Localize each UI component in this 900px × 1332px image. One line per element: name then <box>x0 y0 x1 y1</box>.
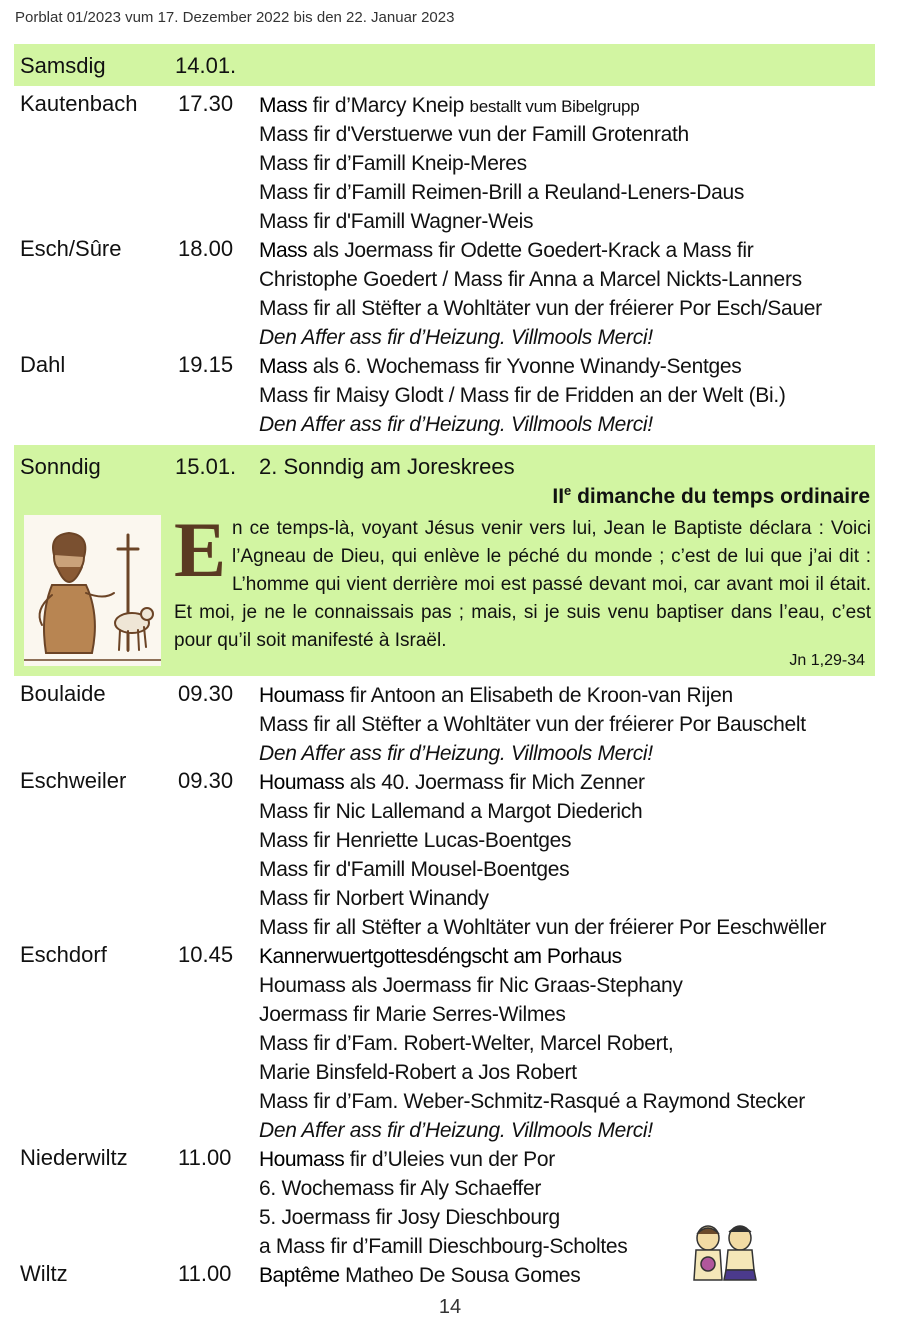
entry-lines <box>259 768 875 942</box>
entry-place: Wiltz <box>20 1261 68 1286</box>
mass-intention: Mass fir d'Famill Mousel-Boentges <box>259 858 570 881</box>
mass-line <box>259 797 875 826</box>
day-name: Sonndig <box>20 454 101 479</box>
mass-intention: fir Antoon an Elisabeth de Kroon-van Rijen <box>344 684 733 707</box>
mass-intention: Mass fir Nic Lallemand a Margot Diederich <box>259 800 643 823</box>
mass-type: Houmass <box>259 1148 345 1171</box>
mass-intention: Mass fir d’Fam. Weber-Schmitz-Rasqué a Raymond Stecker <box>259 1090 805 1113</box>
entry-place: Eschdorf <box>20 942 107 967</box>
page-number: 14 <box>438 1296 462 1318</box>
day-date: 15.01. <box>175 454 237 479</box>
drop-cap: E <box>174 506 227 593</box>
offering-note <box>259 323 875 352</box>
mass-line <box>259 971 875 1000</box>
entry-lines <box>259 1261 875 1290</box>
mass-line <box>259 942 875 971</box>
entry-time: 10.45 <box>178 942 234 967</box>
french-title-prefix: II <box>552 485 565 508</box>
mass-line <box>259 207 875 236</box>
mass-intention: a Mass fir d’Famill Dieschbourg-Scholtes <box>259 1235 628 1258</box>
mass-line <box>259 1000 875 1029</box>
day-band-saturday <box>14 44 875 86</box>
mass-line <box>259 236 875 265</box>
mass-line <box>259 1087 875 1116</box>
day-band-sunday <box>14 445 875 676</box>
entry-place: Esch/Sûre <box>20 236 122 261</box>
children-drawing <box>690 1224 762 1284</box>
mass-line <box>259 884 875 913</box>
mass-line <box>259 681 875 710</box>
schedule-entry <box>14 236 875 352</box>
mass-line <box>259 710 875 739</box>
mass-intention: als 6. Wochemass fir Yvonne Winandy-Sentges <box>307 355 742 378</box>
gospel-text: n ce temps-là, voyant Jésus venir vers lui, Jean le Baptiste déclara : Voici l’Agneau de Dieu, qui enlève le péché du monde ; c’est de lui que j’ai dit : L’homme qui vient derrière moi est passé devant moi, car avant moi il était. Et moi, je ne le connaissais pas ; mais, si je suis venu baptiser dans l’eau, c’est pour qu’il soit manifesté à Israël. <box>174 518 871 651</box>
mass-intention: Joermass fir Marie Serres-Wilmes <box>259 1003 566 1026</box>
mass-line <box>259 768 875 797</box>
mass-line <box>259 91 875 120</box>
mass-type: Mass <box>259 239 308 262</box>
mass-line <box>259 1232 875 1261</box>
mass-intention: Mass fir Maisy Glodt / Mass fir de Fridden an der Welt (Bi.) <box>259 384 786 407</box>
entry-lines <box>259 1145 875 1261</box>
liturgical-title: 2. Sonndig am Joreskrees <box>259 454 515 479</box>
offering-note <box>259 1116 875 1145</box>
gospel-text-block <box>174 506 871 655</box>
mass-line <box>259 265 875 294</box>
french-title <box>552 483 870 509</box>
schedule-entry <box>14 91 875 236</box>
entry-lines <box>259 942 875 1145</box>
entry-place: Niederwiltz <box>20 1145 128 1170</box>
mass-intention: Mass fir d'Verstuerwe vun der Famill Grotenrath <box>259 123 689 146</box>
entry-lines <box>259 352 875 439</box>
mass-type: Mass <box>259 94 308 117</box>
entry-time: 11.00 <box>178 1145 232 1170</box>
entry-place: Boulaide <box>20 681 106 706</box>
mass-intention: Den Affer ass fir d’Heizung. Villmools Merci! <box>259 1119 653 1142</box>
mass-intention: Mass fir all Stëfter a Wohltäter vun der fréierer Por Esch/Sauer <box>259 297 822 320</box>
mass-intention: als Joermass fir Odette Goedert-Krack a Mass fir <box>307 239 754 262</box>
entry-time: 09.30 <box>178 768 234 793</box>
mass-intention: als 40. Joermass fir Mich Zenner <box>344 771 645 794</box>
children-illustration <box>690 1224 762 1289</box>
john-baptist-illustration <box>24 515 161 666</box>
mass-line <box>259 855 875 884</box>
mass-intention: Mass fir all Stëfter a Wohltäter vun der fréierer Por Bauschelt <box>259 713 806 736</box>
mass-type: Kannerwuertgottesdéngscht am Porhaus <box>259 945 622 968</box>
mass-type: Baptême <box>259 1264 340 1287</box>
mass-intention: Mass fir Norbert Winandy <box>259 887 489 910</box>
mass-line <box>259 1203 875 1232</box>
mass-line <box>259 178 875 207</box>
mass-intention: Mass fir d’Famill Reimen-Brill a Reuland-Leners-Daus <box>259 181 745 204</box>
entry-time: 09.30 <box>178 681 234 706</box>
mass-intention: fir d’Marcy Kneip <box>307 94 470 117</box>
mass-line <box>259 120 875 149</box>
saturday-entries <box>14 91 875 439</box>
mass-type: Mass <box>259 355 308 378</box>
mass-intention: 6. Wochemass fir Aly Schaeffer <box>259 1177 542 1200</box>
mass-line <box>259 294 875 323</box>
schedule <box>14 44 875 1290</box>
mass-line <box>259 1261 875 1290</box>
entry-time: 17.30 <box>178 91 234 116</box>
mass-line <box>259 913 875 942</box>
mass-intention: Christophe Goedert / Mass fir Anna a Marcel Nickts-Lanners <box>259 268 802 291</box>
mass-intention: Mass fir d’Famill Kneip-Meres <box>259 152 527 175</box>
mass-intention: Mass fir d'Famill Wagner-Weis <box>259 210 534 233</box>
john-baptist-drawing <box>24 515 161 666</box>
mass-intention: Houmass als Joermass fir Nic Graas-Stephany <box>259 974 683 997</box>
day-name: Samsdig <box>20 53 106 78</box>
mass-type: Houmass <box>259 771 345 794</box>
french-title-sup: e <box>564 483 572 498</box>
mass-intention: fir d’Uleies vun der Por <box>344 1148 555 1171</box>
entry-place: Eschweiler <box>20 768 127 793</box>
mass-intention: Mass fir d’Fam. Robert-Welter, Marcel Robert, <box>259 1032 674 1055</box>
entry-time: 11.00 <box>178 1261 232 1286</box>
page-header: Porblat 01/2023 vum 17. Dezember 2022 bis den 22. Januar 2023 <box>15 9 455 26</box>
mass-line <box>259 1058 875 1087</box>
mass-line <box>259 381 875 410</box>
gospel-reference: Jn 1,29-34 <box>789 652 865 669</box>
offering-note <box>259 739 875 768</box>
entry-lines <box>259 91 875 236</box>
mass-line <box>259 1174 875 1203</box>
entry-lines <box>259 236 875 352</box>
mass-intention: Den Affer ass fir d’Heizung. Villmools Merci! <box>259 326 653 349</box>
french-title-rest: dimanche du temps ordinaire <box>571 485 870 508</box>
schedule-entry <box>14 768 875 942</box>
entry-lines <box>259 681 875 768</box>
entry-time: 18.00 <box>178 236 234 261</box>
mass-intention: Marie Binsfeld-Robert a Jos Robert <box>259 1061 577 1084</box>
mass-intention: Mass fir Henriette Lucas-Boentges <box>259 829 572 852</box>
entry-time: 19.15 <box>178 352 234 377</box>
mass-intention: Den Affer ass fir d’Heizung. Villmools Merci! <box>259 413 653 436</box>
offering-note <box>259 410 875 439</box>
mass-line <box>259 1029 875 1058</box>
mass-type: Houmass <box>259 684 345 707</box>
mass-intention: Mass fir all Stëfter a Wohltäter vun der fréierer Por Eeschwëller <box>259 916 827 939</box>
sunday-entries <box>14 681 875 1290</box>
mass-intention: Matheo De Sousa Gomes <box>339 1264 581 1287</box>
mass-line <box>259 149 875 178</box>
mass-line <box>259 1145 875 1174</box>
schedule-entry <box>14 942 875 1145</box>
mass-line <box>259 826 875 855</box>
entry-place: Dahl <box>20 352 66 377</box>
entry-place: Kautenbach <box>20 91 138 116</box>
mass-intention: 5. Joermass fir Josy Dieschbourg <box>259 1206 560 1229</box>
day-date: 14.01. <box>175 53 237 78</box>
mass-requester: bestallt vum Bibelgrupp <box>469 97 640 116</box>
schedule-entry <box>14 681 875 768</box>
mass-line <box>259 352 875 381</box>
mass-intention: Den Affer ass fir d’Heizung. Villmools Merci! <box>259 742 653 765</box>
schedule-entry <box>14 352 875 439</box>
